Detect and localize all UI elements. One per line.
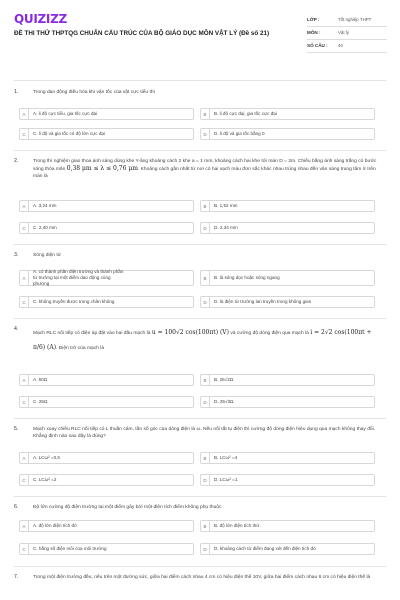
option-b[interactable] (200, 270, 375, 286)
option-b[interactable] (200, 200, 375, 212)
option-text: A. 3,24 mm (33, 203, 57, 208)
option-a[interactable] (19, 374, 194, 386)
option-text: C. hằng số điện môi của môi trường (33, 546, 107, 551)
option-letter: D (201, 397, 210, 407)
question-number: 3. (14, 252, 19, 258)
meta-row-subject (307, 27, 387, 40)
question-text: Trong một điện trường đều, nếu trên một đường sức, giữa hai điểm cách nhau 4 cm có hiệu điện thế 10V, giữa hai điểm cách nhau 6 cm có hiệu điện thế là (33, 575, 371, 580)
document-title: ĐỀ THI THỬ THPTQG CHUẨN CẤU TRÚC CỦA BỘ GIÁO DỤC MÔN VẬT LÝ (Đề số 21) (14, 30, 270, 37)
question-text-part: . Khoảng cách gần nhất từ nơi có hai vạch màu đơn sắc khác nhau trùng nhau đến vân sáng trung tâm ở trên màn là (33, 167, 376, 179)
math-formula: 0,38 μm ≤ λ ≤ 0,76 μm (66, 165, 138, 172)
question-number: 7. (14, 574, 19, 580)
question-number: 6. (14, 504, 19, 510)
meta-row-count (307, 40, 387, 53)
option-letter: D (201, 297, 210, 307)
meta-value: 40 (338, 43, 343, 48)
option-text: A. LCω² =0,5 (33, 455, 60, 460)
option-text: D. li độ và gia tốc bằng 0 (214, 131, 265, 136)
option-text: A. độ lớn điện tích đó (33, 523, 77, 528)
meta-label: LỚP : (307, 17, 320, 22)
option-text: C. 2,40 mm (33, 225, 57, 230)
option-c[interactable] (19, 222, 194, 234)
meta-row-class (307, 14, 387, 27)
meta-table (307, 14, 387, 53)
option-text: A. li độ cực tiểu, gia tốc cực đại (33, 111, 98, 116)
option-c[interactable] (19, 128, 194, 140)
option-letter: A (20, 201, 29, 211)
option-letter: A (20, 375, 29, 385)
option-letter: B (201, 109, 210, 119)
question-number: 4. (14, 326, 19, 332)
meta-label: SỐ CÂU : (307, 43, 328, 48)
meta-value: Tốt nghiệp THPT (338, 17, 372, 22)
option-letter: A (20, 109, 29, 119)
option-a[interactable] (19, 200, 194, 212)
option-b[interactable] (200, 520, 375, 532)
option-d[interactable] (200, 296, 375, 308)
divider (14, 318, 386, 319)
question-text: Trong dao động điều hòa khi vận tốc của vật cực tiểu thì (33, 90, 155, 95)
question-text-part: và cường độ dòng điện qua mạch là (230, 331, 309, 336)
divider (14, 566, 386, 567)
option-letter: D (201, 544, 210, 554)
divider (14, 150, 386, 151)
option-text: A. có thành phần điện trường và thành phần từ trường tại một điểm dao động cùng phương (33, 269, 124, 286)
option-text: D. 25√3Ω (214, 399, 234, 404)
option-letter: B (201, 201, 210, 211)
option-letter: B (201, 521, 210, 531)
option-letter: C (20, 129, 29, 139)
option-text: D. 2,34 mm (214, 225, 238, 230)
option-c[interactable] (19, 396, 194, 408)
option-text: B. là sóng dọc hoặc sóng ngang (214, 275, 280, 280)
option-letter: D (201, 475, 210, 485)
option-b[interactable] (200, 374, 375, 386)
option-d[interactable] (200, 396, 375, 408)
option-a[interactable] (19, 520, 194, 532)
option-text: C. li độ và gia tốc có độ lớn cực đại (33, 131, 105, 136)
question-text: Mạch xoay chiều RLC nối tiếp có L thuần cảm, tần số góc của dòng điện là ω. Nếu nối tắt tụ điện thì cường độ dòng điện hiệu dụng qua mạch không thay đổi. Khẳng định nào sau đây là đúng? (33, 427, 376, 439)
option-c[interactable] (19, 296, 194, 308)
question-number: 1. (14, 89, 19, 95)
option-b[interactable] (200, 452, 375, 464)
option-letter: C (20, 397, 29, 407)
option-d[interactable] (200, 474, 375, 486)
option-c[interactable] (19, 543, 194, 555)
divider (14, 80, 386, 81)
option-b[interactable] (200, 108, 375, 120)
meta-value: Vật lý (338, 30, 349, 35)
option-text: D. là điện từ trường lan truyền trong không gian (214, 299, 312, 304)
option-letter: C (20, 223, 29, 233)
option-text: D. LCω² =1 (214, 477, 238, 482)
option-letter: B (201, 375, 210, 385)
divider (14, 244, 386, 245)
worksheet-header (14, 10, 386, 70)
option-text: B. độ lớn điện tích thử (214, 523, 260, 528)
option-letter: D (201, 223, 210, 233)
question-text-part: Mạch RLC nối tiếp có điện áp đặt vào hai đầu mạch là (33, 331, 151, 336)
option-text: B. li độ cực đại, gia tốc cực đại (214, 111, 277, 116)
option-text: A. 50Ω (33, 377, 48, 382)
option-letter: B (201, 453, 210, 463)
option-letter: C (20, 475, 29, 485)
option-d[interactable] (200, 128, 375, 140)
option-c[interactable] (19, 474, 194, 486)
meta-label: MÔN : (307, 30, 321, 35)
quizizz-logo: QUIZIZZ (14, 12, 67, 26)
divider (14, 496, 386, 497)
question-number: 2. (14, 158, 19, 164)
option-text: C. không truyền được trong chân không (33, 299, 115, 304)
option-letter: A (20, 271, 29, 285)
math-formula: i = 2√2 cos(100πt + π/6) (A) (33, 329, 372, 351)
option-letter: C (20, 297, 29, 307)
option-a[interactable] (19, 108, 194, 120)
math-formula: u = 100√2 cos(100πt) (V) (151, 329, 229, 336)
option-d[interactable] (200, 543, 375, 555)
question-text-part: . Điện trở của mạch là (56, 346, 105, 351)
option-text: B. LCω² =4 (214, 455, 238, 460)
option-d[interactable] (200, 222, 375, 234)
option-letter: B (201, 271, 210, 285)
option-text: B. 25√2Ω (214, 377, 234, 382)
question-text: Độ lớn cường độ điện trường tại một điểm gây bởi một điện tích điểm không phụ thuộc (33, 505, 222, 510)
option-text: C. 25Ω (33, 399, 48, 404)
question-number: 5. (14, 426, 19, 432)
option-text: B. 1,52 mm (214, 203, 238, 208)
question-text: Sóng điện từ (33, 253, 62, 258)
option-letter: A (20, 453, 29, 463)
question-text (33, 326, 385, 356)
option-letter: C (20, 544, 29, 554)
option-text: C. LCω² =2 (33, 477, 57, 482)
option-a[interactable] (19, 270, 194, 286)
question-text-part: Trong thí nghiệm giao thoa ánh sáng dùng khe Y-âng khoảng cách 2 khe a = 1 mm, khoảng cách hai khe tới màn D = 2m. Chiếu bằng ánh sáng trắng có bước sóng thỏa mãn (33, 159, 377, 172)
option-letter: D (201, 129, 210, 139)
option-a[interactable] (19, 452, 194, 464)
divider (14, 418, 386, 419)
question-text (33, 158, 385, 180)
option-text: D. khoảng cách từ điểm đang xét đến điện tích đó (214, 546, 316, 551)
option-letter: A (20, 521, 29, 531)
